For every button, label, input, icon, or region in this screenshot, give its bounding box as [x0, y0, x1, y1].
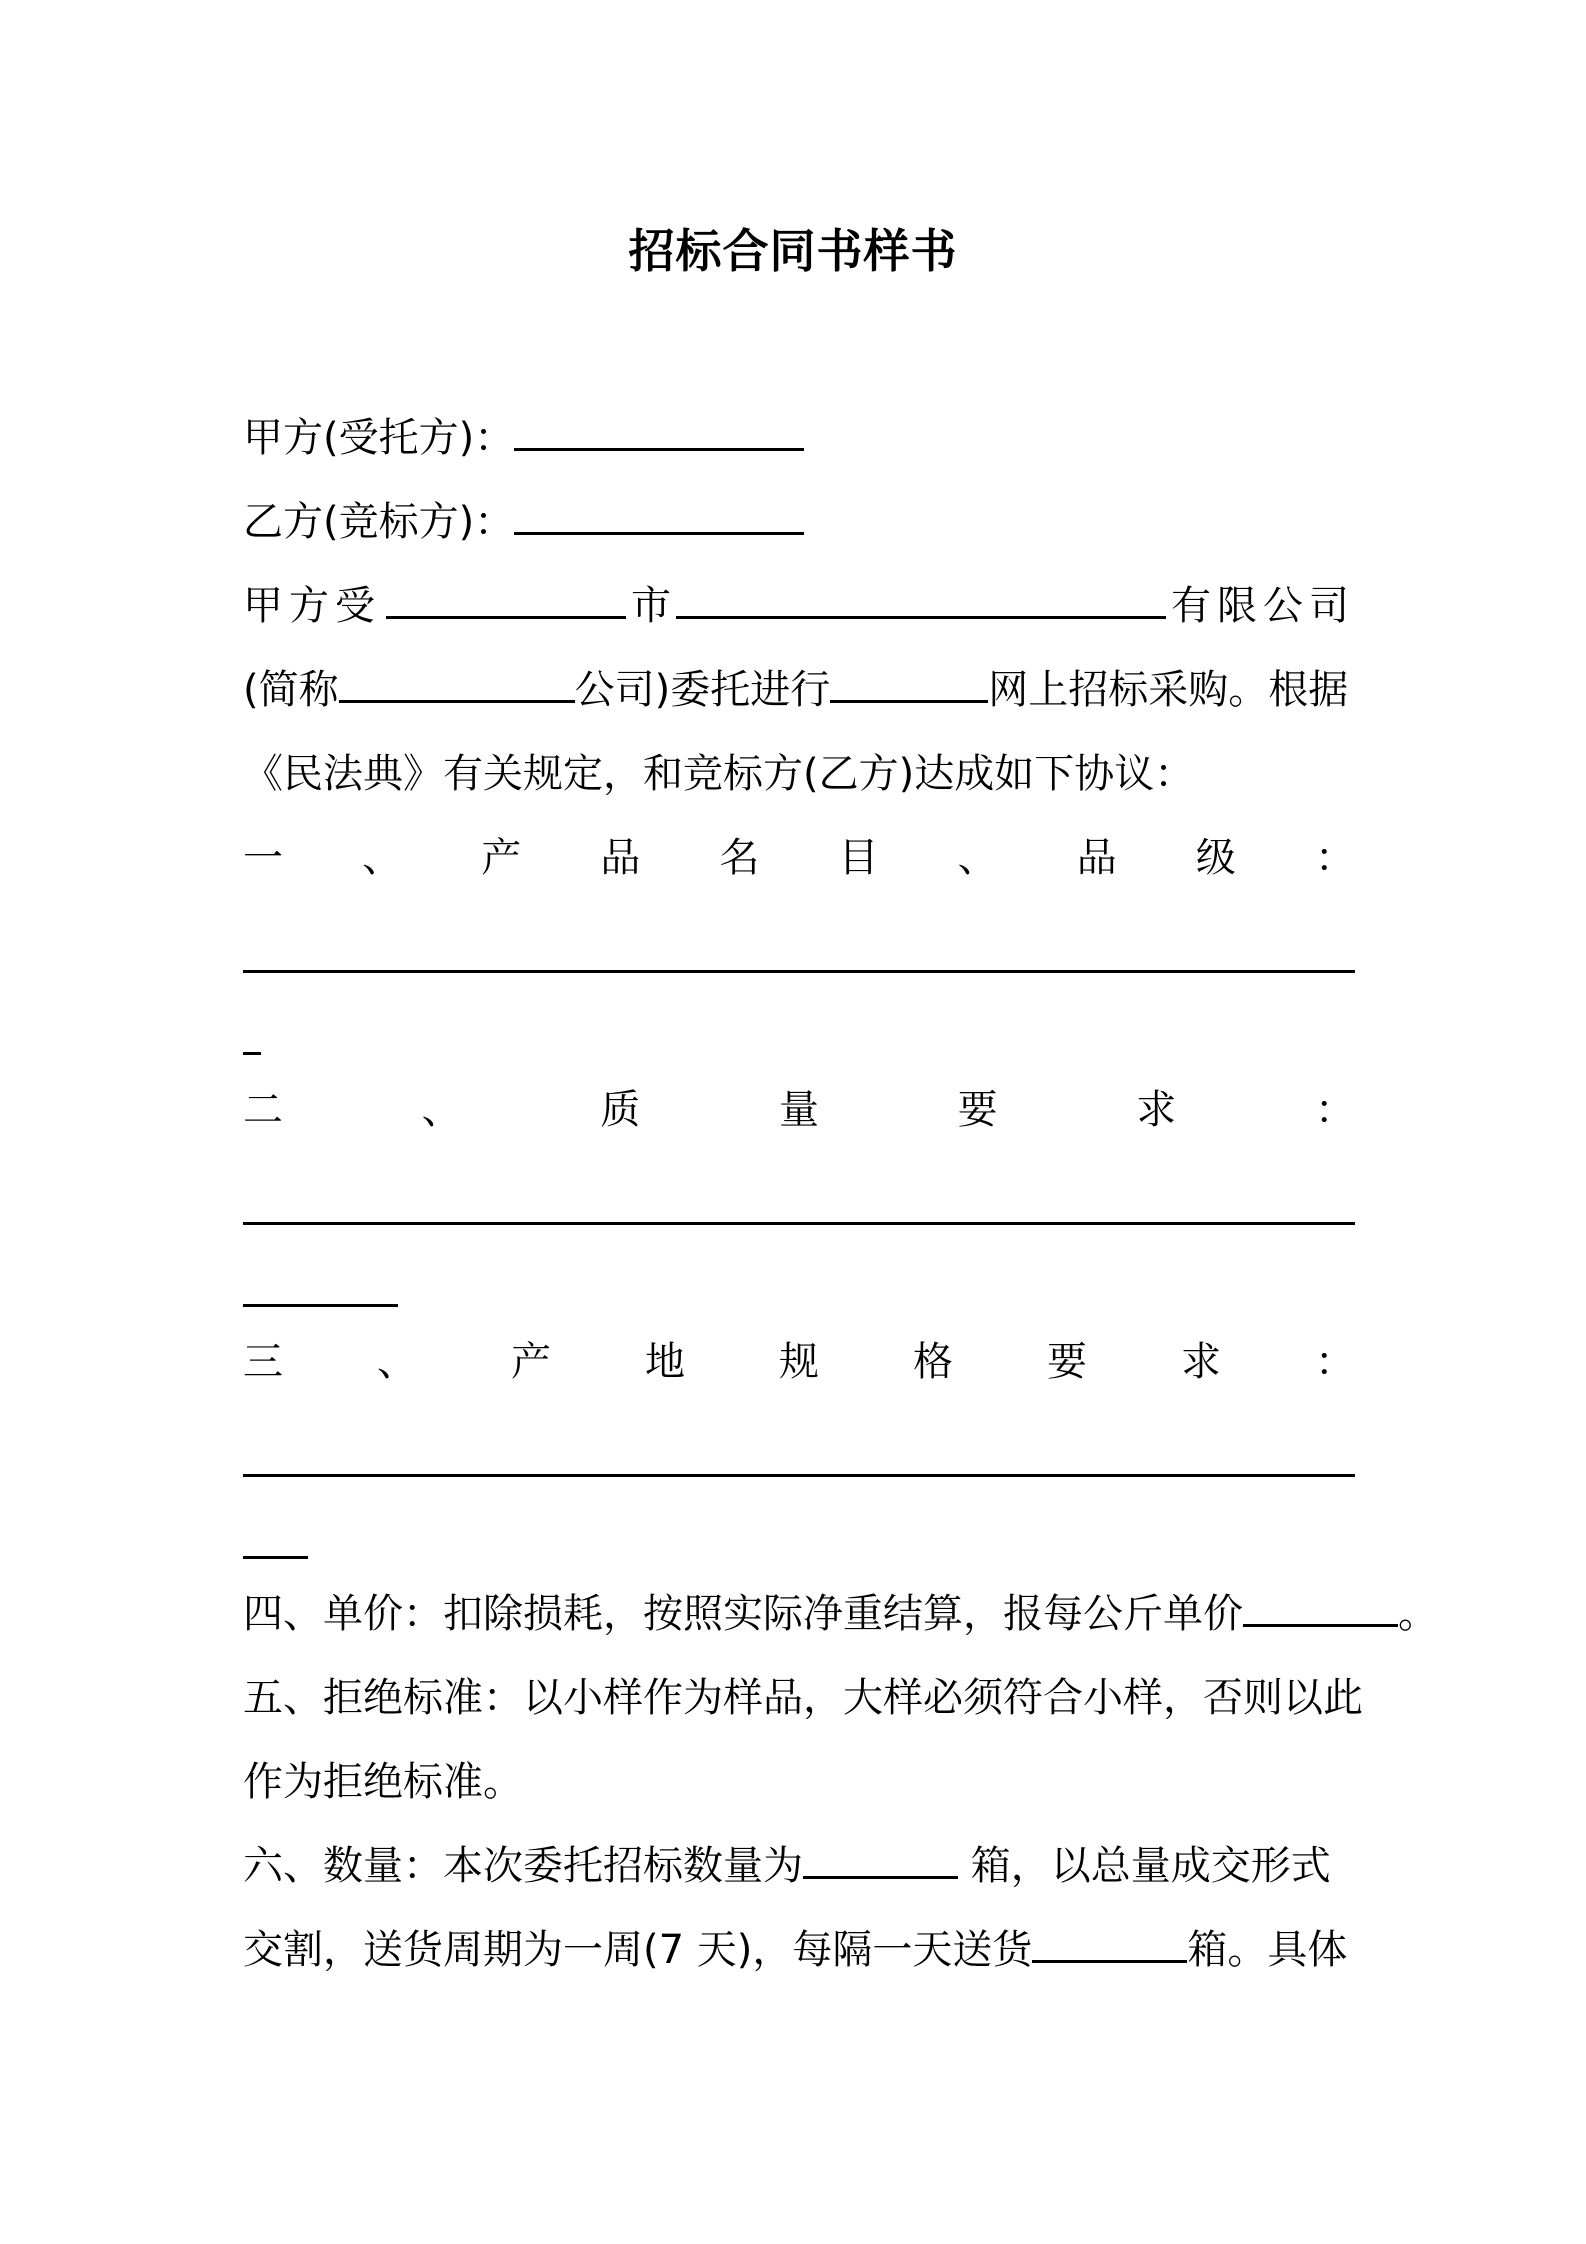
- project-blank: [830, 662, 988, 703]
- section-4-line: [243, 1586, 1438, 1642]
- party-a-blank: [514, 410, 804, 451]
- section-1-char: 产: [481, 835, 522, 881]
- section-1-char: 、: [362, 835, 403, 881]
- section-5-text-2: 作为拒绝标准。: [243, 1759, 523, 1805]
- section-2-char: 质: [600, 1087, 641, 1133]
- party-a-label: 甲方(受托方)：: [243, 415, 515, 461]
- intro-line-1: [243, 578, 1355, 634]
- party-b-line: [243, 494, 1355, 550]
- section-2-char: 求: [1136, 1087, 1177, 1133]
- section-2-blank-line: [243, 1222, 1355, 1225]
- section-5-line-1: [243, 1670, 1363, 1726]
- section-1-char: 品: [1076, 835, 1117, 881]
- section-1-char: 一: [243, 835, 283, 881]
- section-3-blank-tail: [243, 1556, 308, 1559]
- party-a-line: [243, 410, 1355, 466]
- section-1-blank-tail: [243, 1052, 261, 1055]
- intro-text-2: 市: [631, 583, 671, 629]
- delivery-blank: [1032, 1922, 1187, 1963]
- section-3-char: 产: [511, 1339, 551, 1385]
- section-3-char: ：: [1315, 1339, 1355, 1385]
- section-2-char: ：: [1314, 1087, 1355, 1133]
- section-2-char: 、: [421, 1087, 462, 1133]
- intro-line-3: [243, 746, 1355, 802]
- intro-text-6: 网上招标采购。根据: [988, 667, 1349, 713]
- section-3-char: 规: [779, 1339, 819, 1385]
- city-blank: [386, 578, 626, 619]
- section-1-char: 、: [957, 835, 998, 881]
- section-4-text: 四、单价：扣除损耗，按照实际净重结算，报每公斤单价: [243, 1591, 1243, 1637]
- section-6-line-1: [243, 1838, 1355, 1894]
- unit-price-blank: [1243, 1586, 1398, 1627]
- section-3-char: 要: [1047, 1339, 1087, 1385]
- document-title: 招标合同书样书: [628, 224, 958, 278]
- intro-line-2: [243, 662, 1355, 718]
- section-1-char: 级: [1195, 835, 1236, 881]
- section-1-char: 名: [719, 835, 760, 881]
- intro-text-7: 《民法典》有关规定，和竞标方(乙方)达成如下协议：: [243, 751, 1195, 797]
- section-1-char: 品: [600, 835, 641, 881]
- section-3-char: 三: [243, 1339, 283, 1385]
- intro-text-3: 有限公司: [1171, 583, 1355, 629]
- section-2-heading: [243, 1082, 1355, 1138]
- section-6-text-4: 箱。具体: [1187, 1927, 1348, 1973]
- short-name-blank: [339, 662, 575, 703]
- intro-text-5: 公司)委托进行: [574, 667, 831, 713]
- section-3-char: 地: [645, 1339, 685, 1385]
- section-3-char: 求: [1181, 1339, 1221, 1385]
- section-5-text-1: 五、拒绝标准：以小样作为样品，大样必须符合小样，否则以此: [243, 1675, 1363, 1721]
- section-2-char: 要: [957, 1087, 998, 1133]
- quantity-blank: [803, 1838, 958, 1879]
- section-6-line-2: [243, 1922, 1355, 1978]
- party-b-label: 乙方(竞标方)：: [243, 499, 515, 545]
- section-3-char: 、: [377, 1339, 417, 1385]
- section-1-char: 目: [838, 835, 879, 881]
- section-2-blank-tail: [243, 1304, 398, 1307]
- party-b-blank: [514, 494, 804, 535]
- section-3-char: 格: [913, 1339, 953, 1385]
- section-1-heading: [243, 830, 1355, 886]
- section-6-text-1: 六、数量：本次委托招标数量为: [243, 1843, 803, 1889]
- section-3-heading: [243, 1334, 1355, 1390]
- company-blank: [676, 578, 1166, 619]
- section-2-char: 量: [778, 1087, 819, 1133]
- section-5-line-2: [243, 1754, 1355, 1810]
- intro-text-1: 甲方受: [243, 583, 381, 629]
- intro-text-4: (简称: [243, 667, 339, 713]
- section-6-text-3: 交割，送货周期为一周(7 天)，每隔一天送货: [243, 1927, 1033, 1973]
- section-1-blank-line: [243, 970, 1355, 973]
- section-3-blank-line: [243, 1474, 1355, 1477]
- section-4-end: 。: [1398, 1591, 1438, 1637]
- section-1-char: ：: [1314, 835, 1355, 881]
- section-6-text-2: 箱，以总量成交形式: [958, 1843, 1331, 1889]
- section-2-char: 二: [243, 1087, 283, 1133]
